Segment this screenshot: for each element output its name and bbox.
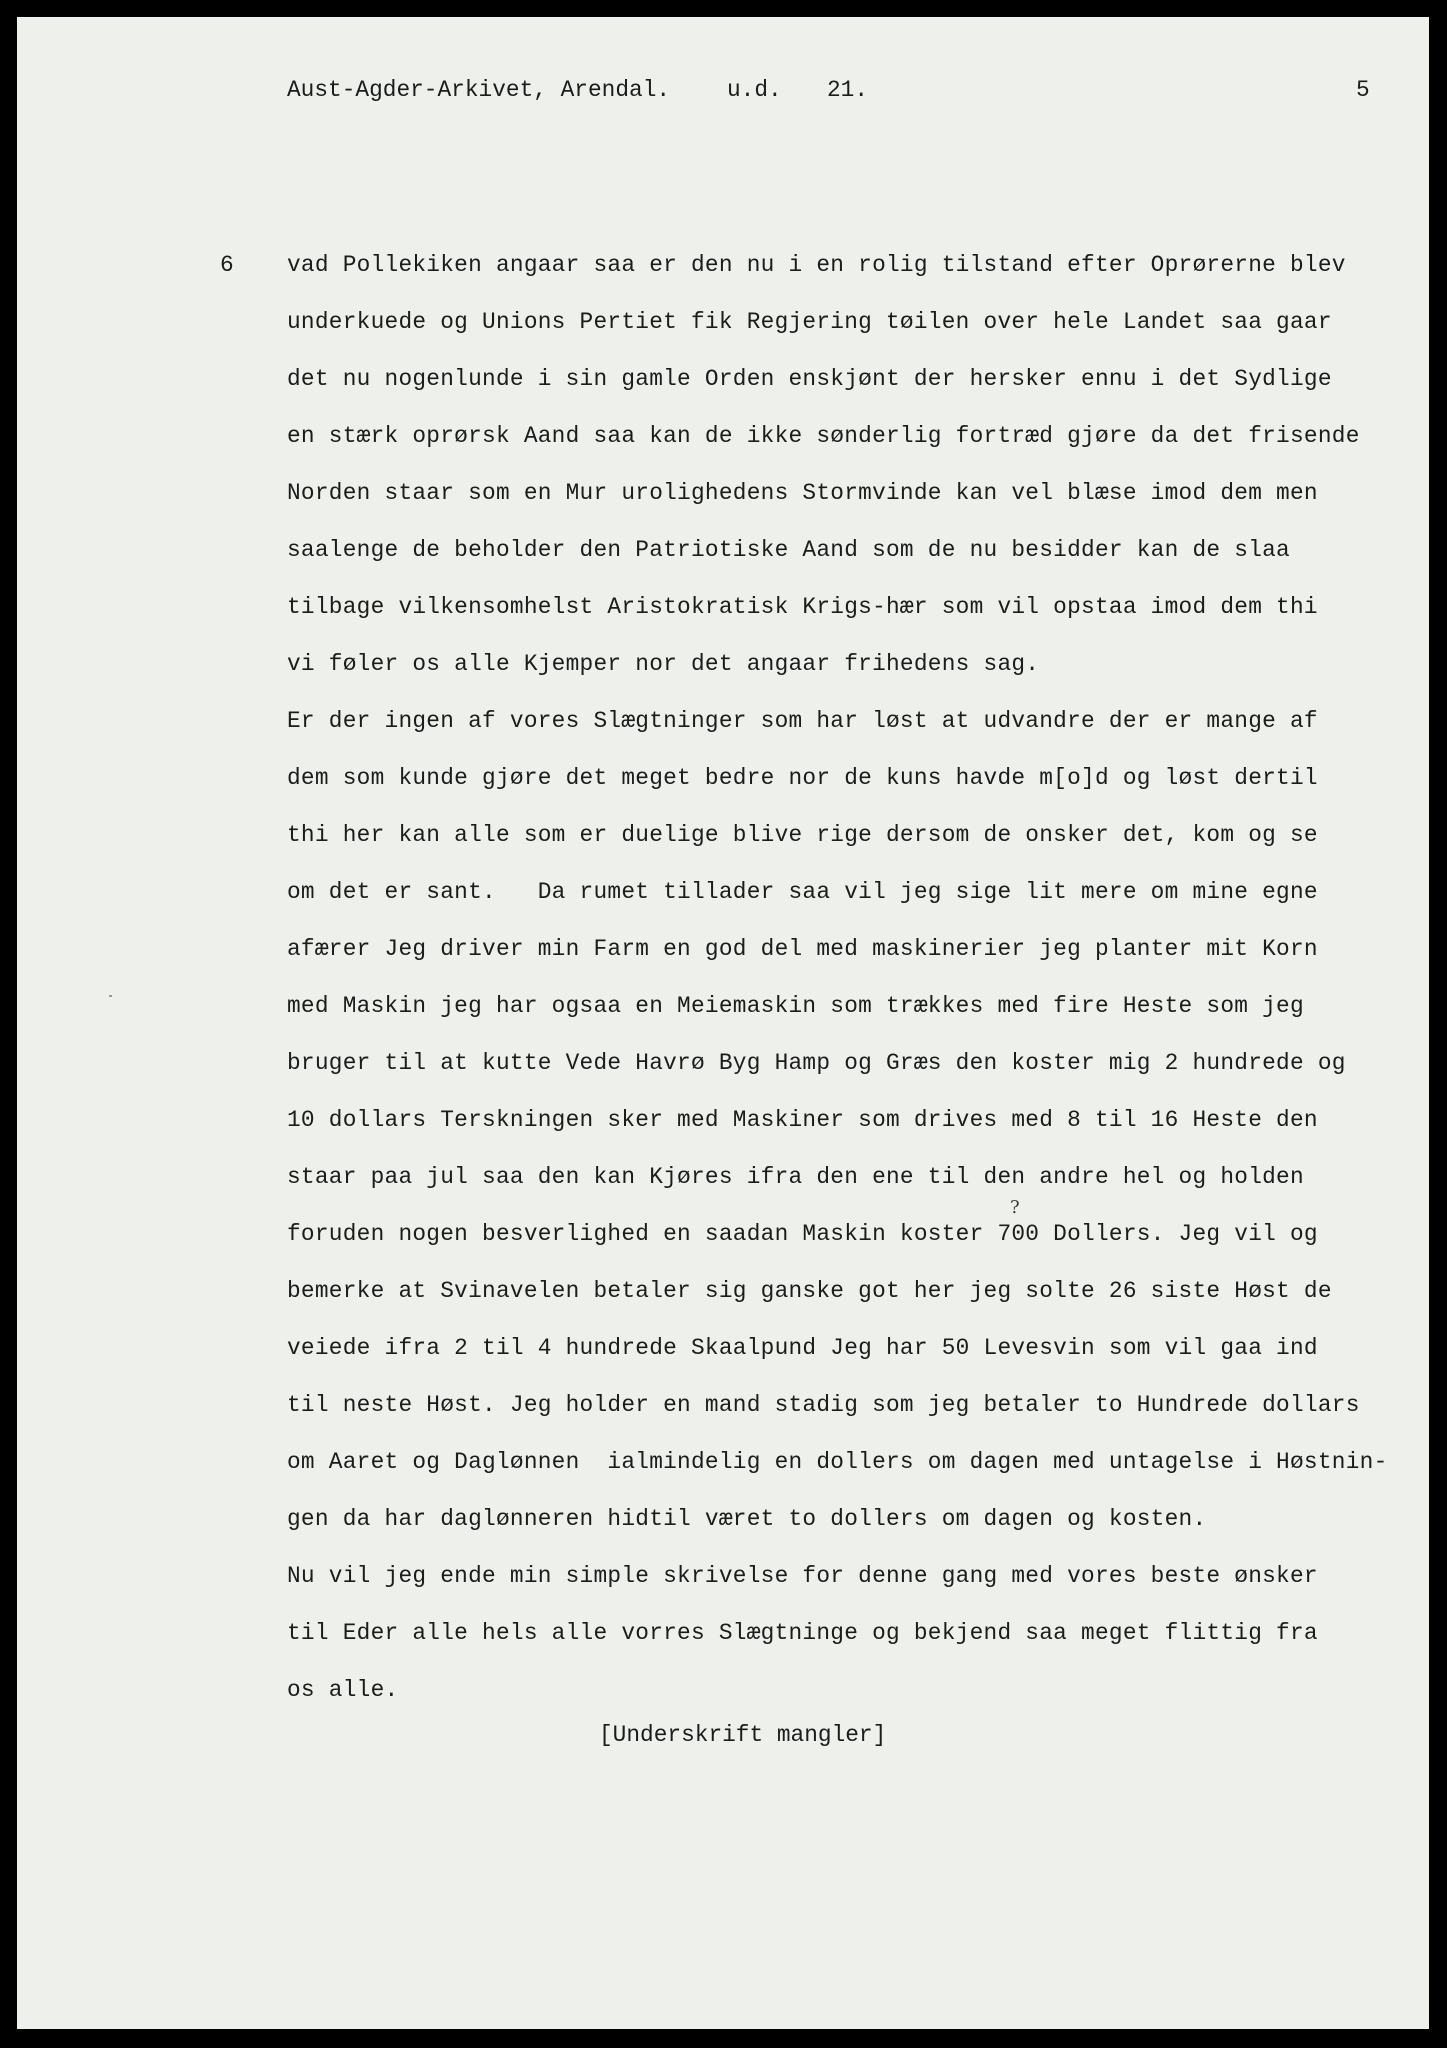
text-line: en stærk oprørsk Aand saa kan de ikke sønderlig fortræd gjøre da det frisende — [287, 423, 1360, 449]
text-line: om det er sant. Da rumet tillader saa vil jeg sige lit mere om mine egne — [287, 879, 1318, 905]
text-line: foruden nogen besverlighed en saadan Maskin koster 700 Dollers. Jeg vil og — [287, 1221, 1318, 1247]
paper-speck — [109, 995, 112, 997]
header-number: 21. — [827, 77, 869, 103]
document-page — [17, 17, 1429, 2029]
text-line: Nu vil jeg ende min simple skrivelse for denne gang med vores beste ønsker — [287, 1563, 1318, 1589]
text-line: det nu nogenlunde i sin gamle Orden enskjønt der hersker ennu i det Sydlige — [287, 366, 1332, 392]
paragraph-number: 6 — [220, 252, 234, 278]
text-line: Er der ingen af vores Slægtninger som har løst at udvandre der er mange af — [287, 708, 1318, 734]
page-number: 5 — [1356, 77, 1370, 103]
text-line: med Maskin jeg har ogsaa en Meiemaskin som trækkes med fire Heste som jeg — [287, 993, 1304, 1019]
text-line: vad Pollekiken angaar saa er den nu i en rolig tilstand efter Oprørerne blev — [287, 252, 1346, 278]
text-line: thi her kan alle som er duelige blive rige dersom de onsker det, kom og se — [287, 822, 1318, 848]
text-line: 10 dollars Terskningen sker med Maskiner som drives med 8 til 16 Heste den — [287, 1107, 1318, 1133]
signature-note: [Underskrift mangler] — [599, 1722, 887, 1748]
text-line: veiede ifra 2 til 4 hundrede Skaalpund Jeg har 50 Levesvin som vil gaa ind — [287, 1335, 1318, 1361]
text-line: Norden staar som en Mur urolighedens Stormvinde kan vel blæse imod dem men — [287, 480, 1318, 506]
text-line: bemerke at Svinavelen betaler sig ganske got her jeg solte 26 siste Høst de — [287, 1278, 1332, 1304]
text-line: afærer Jeg driver min Farm en god del med maskinerier jeg planter mit Korn — [287, 936, 1318, 962]
text-line: staar paa jul saa den kan Kjøres ifra den ene til den andre hel og holden — [287, 1164, 1304, 1190]
header-ref: u.d. — [727, 77, 782, 103]
text-line: til neste Høst. Jeg holder en mand stadig som jeg betaler to Hundrede dollars — [287, 1392, 1360, 1418]
text-line: gen da har daglønneren hidtil været to dollers om dagen og kosten. — [287, 1506, 1207, 1532]
text-line: dem som kunde gjøre det meget bedre nor de kuns havde m[o]d og løst dertil — [287, 765, 1318, 791]
text-line: tilbage vilkensomhelst Aristokratisk Krigs-hær som vil opstaa imod dem thi — [287, 594, 1318, 620]
text-line: os alle. — [287, 1677, 399, 1703]
text-line: om Aaret og Daglønnen ialmindelig en dollers om dagen med untagelse i Høstnin- — [287, 1449, 1388, 1475]
handwritten-annotation: ? — [1010, 1197, 1020, 1218]
text-line: underkuede og Unions Pertiet fik Regjering tøilen over hele Landet saa gaar — [287, 309, 1332, 335]
text-line: saalenge de beholder den Patriotiske Aand som de nu besidder kan de slaa — [287, 537, 1290, 563]
text-line: til Eder alle hels alle vorres Slægtninge og bekjend saa meget flittig fra — [287, 1620, 1318, 1646]
text-line: vi føler os alle Kjemper nor det angaar frihedens sag. — [287, 651, 1040, 677]
text-line: bruger til at kutte Vede Havrø Byg Hamp og Græs den koster mig 2 hundrede og — [287, 1050, 1346, 1076]
header-archive: Aust-Agder-Arkivet, Arendal. — [287, 77, 671, 103]
